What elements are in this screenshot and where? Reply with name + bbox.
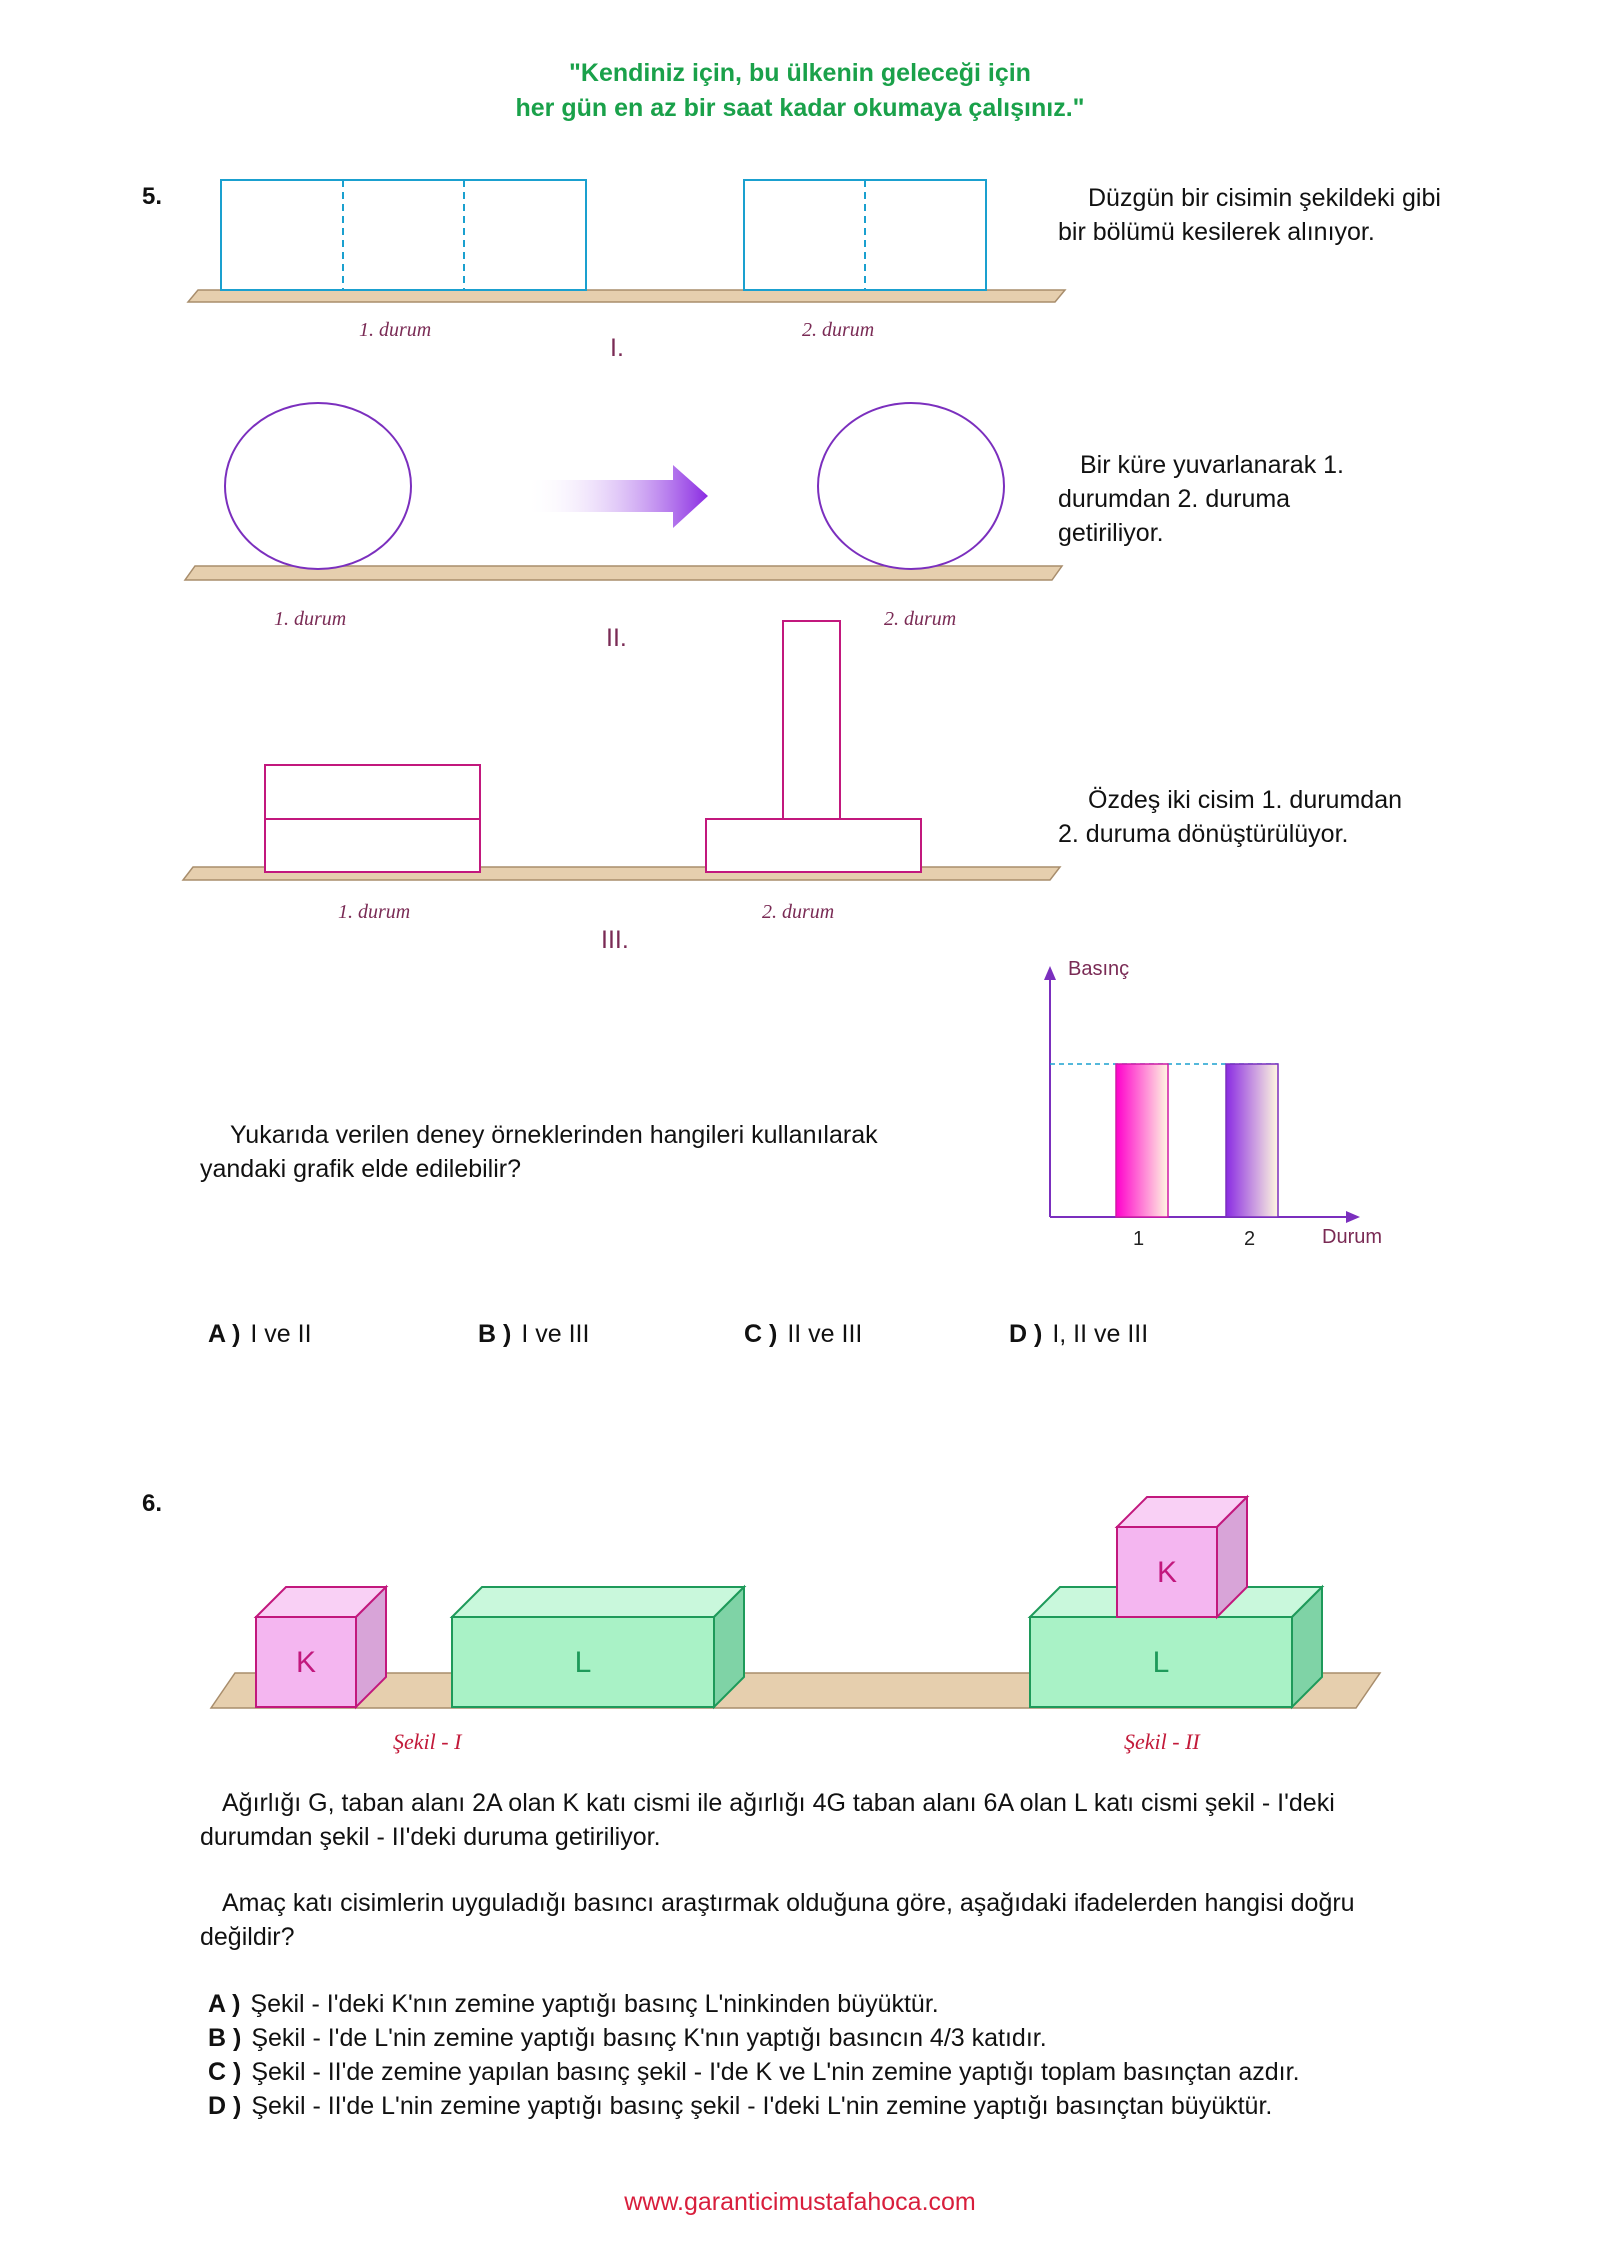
q5-option-c-letter: C ) xyxy=(744,1320,778,1348)
q5-option-d[interactable] xyxy=(1009,1320,1148,1349)
sekil1-box-k xyxy=(256,1587,386,1707)
exp3-label-2: 2. durum xyxy=(762,901,835,923)
q6-option-d[interactable] xyxy=(208,2092,1272,2121)
q6-option-d-text: Şekil - II'de L'nin zemine yaptığı basınç şekil - I'deki L'nin zemine yaptığı basınçtan büyüktür. xyxy=(251,2092,1273,2120)
exp2-label-2: 2. durum xyxy=(884,608,957,630)
question-6-number: 6. xyxy=(142,1490,163,1517)
chart-y-label: Basınç xyxy=(1068,958,1130,980)
experiment-1-figure xyxy=(188,180,1065,302)
chart-tick-1: 1 xyxy=(1133,1228,1145,1250)
question-5-stem: Yukarıda verilen deney örneklerinden hangileri kullanılarak yandaki grafik elde edilebilir? xyxy=(200,1121,878,1183)
question-5-number: 5. xyxy=(142,183,163,210)
sekil2-box-k xyxy=(1117,1497,1247,1617)
chart-tick-2: 2 xyxy=(1244,1228,1256,1250)
motto-line-2: her gün en az bir saat kadar okumaya çalışınız." xyxy=(515,94,1085,122)
exp3-roman: III. xyxy=(601,926,629,954)
sphere-position-1 xyxy=(225,403,411,569)
q5-option-b-text: I ve III xyxy=(521,1320,590,1348)
chart-x-label: Durum xyxy=(1322,1226,1383,1248)
footer-url[interactable]: www.garanticimustafahoca.com xyxy=(624,2188,976,2216)
q5-option-a[interactable] xyxy=(208,1320,312,1349)
q6-option-a[interactable] xyxy=(208,1990,939,2019)
sekil1-k-label: K xyxy=(295,1646,317,1679)
experiment-2-figure xyxy=(185,403,1062,580)
exp1-label-2: 2. durum xyxy=(802,319,875,341)
exp1-block-full xyxy=(221,180,586,290)
q5-option-a-text: I ve II xyxy=(250,1320,312,1348)
exp3-label-1: 1. durum xyxy=(338,901,411,923)
exp3-stacked-bottom xyxy=(265,819,480,872)
chart-x-axis-arrow-icon xyxy=(1346,1211,1360,1223)
sekil-2-label: Şekil - II xyxy=(1124,1729,1200,1754)
exp3-vertical-block xyxy=(783,621,840,819)
exp3-base-block xyxy=(706,819,921,872)
q5-option-c[interactable] xyxy=(744,1320,862,1349)
sphere-position-2 xyxy=(818,403,1004,569)
motto-line-1: "Kendiniz için, bu ülkenin geleceği için xyxy=(569,59,1031,87)
pressure-chart xyxy=(1044,966,1360,1223)
q5-option-d-text: I, II ve III xyxy=(1052,1320,1149,1348)
q6-option-c-text: Şekil - II'de zemine yapılan basınç şekil - I'de K ve L'nin zemine yaptığı toplam basınçtan azdır. xyxy=(251,2058,1300,2086)
q6-option-d-letter: D ) xyxy=(208,2092,242,2120)
question-6-paragraph-1: Ağırlığı G, taban alanı 2A olan K katı cismi ile ağırlığı 4G taban alanı 6A olan L katı cismi şekil - I'deki durumdan şekil - II'deki duruma getiriliyor. xyxy=(200,1789,1335,1851)
exp2-description: Bir küre yuvarlanarak 1. durumdan 2. duruma getiriliyor. xyxy=(1058,451,1345,547)
q6-option-c-letter: C ) xyxy=(208,2058,242,2086)
chart-bars xyxy=(1116,1064,1278,1217)
sekil2-l-label: L xyxy=(1152,1646,1170,1679)
chart-y-axis-arrow-icon xyxy=(1044,966,1056,980)
q6-option-b-text: Şekil - I'de L'nin zemine yaptığı basınç K'nın yaptığı basıncın 4/3 katıdır. xyxy=(251,2024,1047,2052)
q6-option-b[interactable] xyxy=(208,2024,1047,2053)
sekil-1-label: Şekil - I xyxy=(393,1729,462,1754)
q6-option-a-letter: A ) xyxy=(208,1990,241,2018)
exp2-label-1: 1. durum xyxy=(274,608,347,630)
q5-option-b-letter: B ) xyxy=(478,1320,512,1348)
q5-option-c-text: II ve III xyxy=(787,1320,863,1348)
chart-bar-2 xyxy=(1226,1064,1278,1217)
exp1-label-1: 1. durum xyxy=(359,319,432,341)
q6-option-b-letter: B ) xyxy=(208,2024,242,2052)
exp2-roman: II. xyxy=(606,624,627,652)
sekil1-box-l xyxy=(452,1587,744,1707)
exp1-description: Düzgün bir cisimin şekildeki gibi bir bölümü kesilerek alınıyor. xyxy=(1058,184,1441,246)
sekil1-l-label: L xyxy=(574,1646,592,1679)
exp3-stacked-top xyxy=(265,765,480,819)
q6-option-c[interactable] xyxy=(208,2058,1300,2087)
q5-option-b[interactable] xyxy=(478,1320,589,1349)
q6-option-a-text: Şekil - I'deki K'nın zemine yaptığı basınç L'ninkinden büyüktür. xyxy=(250,1990,939,2018)
q5-option-a-letter: A ) xyxy=(208,1320,241,1348)
question-6-paragraph-2: Amaç katı cisimlerin uyguladığı basıncı araştırmak olduğuna göre, aşağıdaki ifadelerden hangisi doğru değildir? xyxy=(200,1889,1355,1951)
rolling-arrow-icon xyxy=(526,465,708,528)
exp1-roman: I. xyxy=(610,334,624,362)
exp3-description: Özdeş iki cisim 1. durumdan 2. duruma dönüştürülüyor. xyxy=(1058,786,1403,848)
q5-option-d-letter: D ) xyxy=(1009,1320,1043,1348)
q6-figure xyxy=(211,1497,1380,1708)
shelf-1 xyxy=(188,290,1065,302)
sekil2-k-label: K xyxy=(1156,1556,1178,1589)
chart-bar-1 xyxy=(1116,1064,1168,1217)
experiment-3-figure xyxy=(183,621,1060,880)
